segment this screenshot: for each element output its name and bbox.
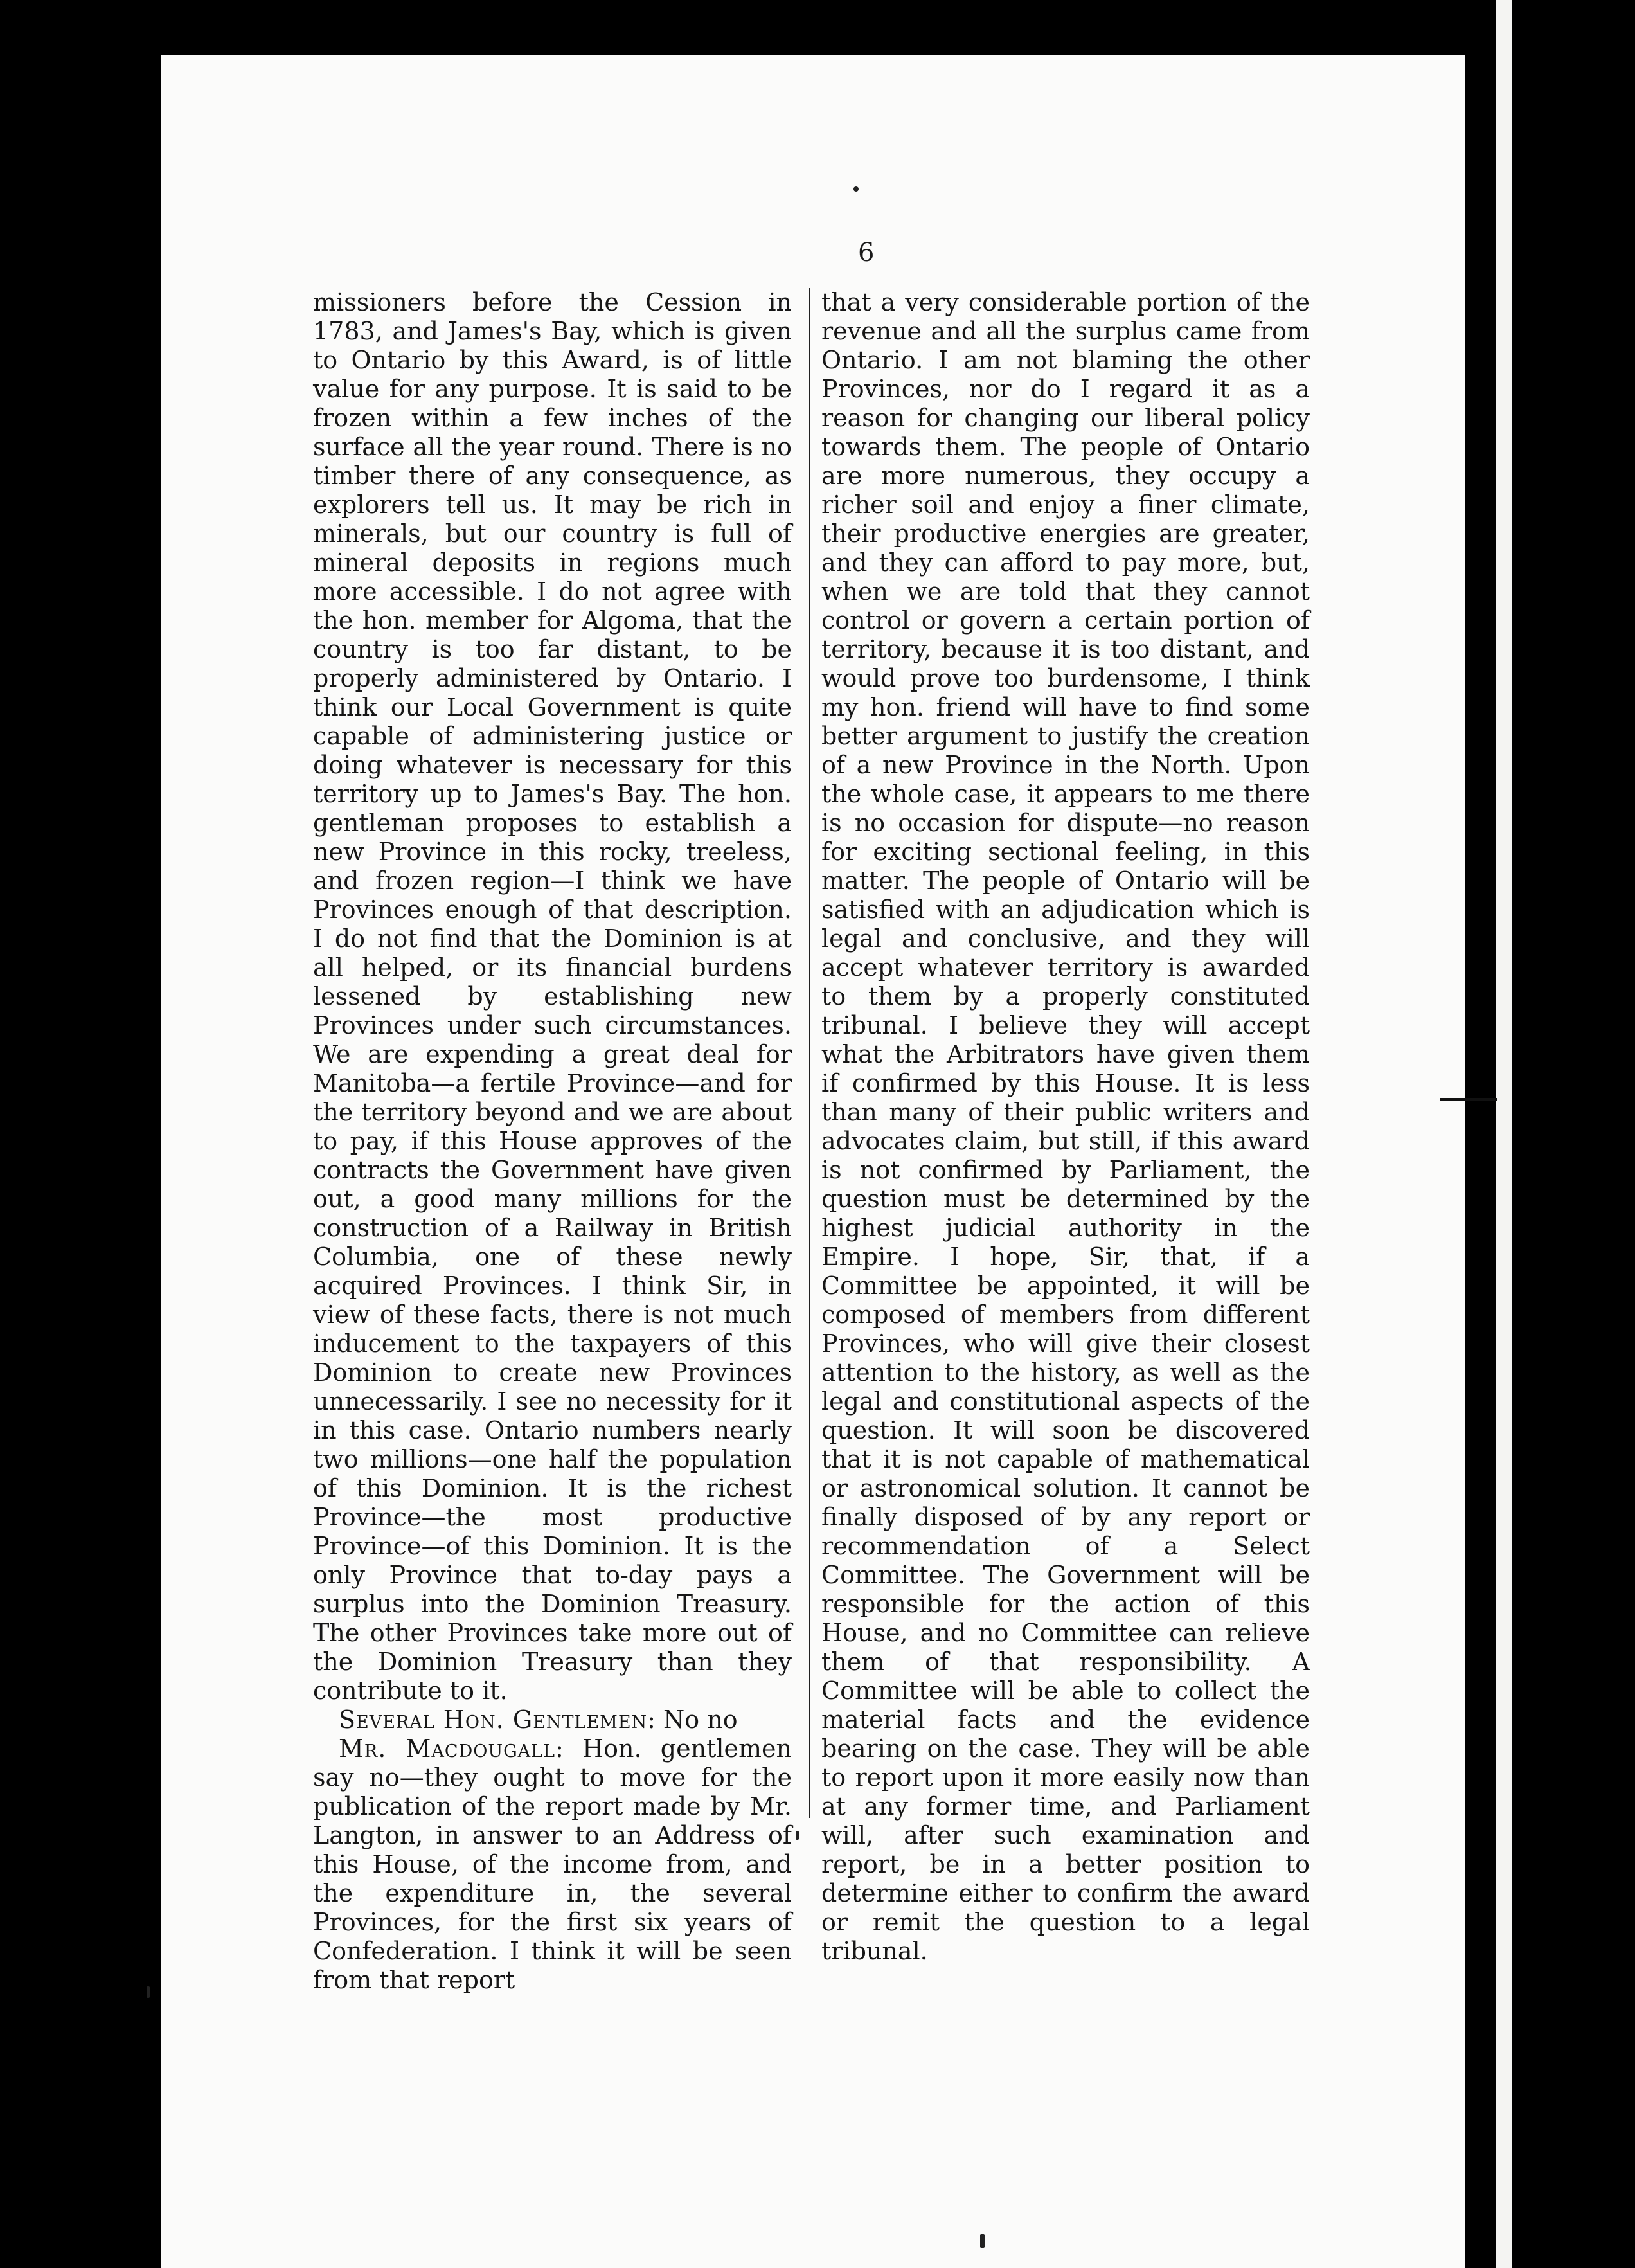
speaker-name: Mr. Macdougall [339, 1734, 556, 1763]
ink-speck [980, 2234, 985, 2248]
page-edge-dark [1465, 0, 1635, 2268]
page-edge-stripe [1496, 0, 1512, 2268]
interjection-text: : No no [647, 1706, 738, 1734]
left-paragraph-1: missioners before the Cession in 1783, and James's Bay, which is given to Ontario by this Award, is of little value for any purpose. It is said to be frozen within a few inches of the surface all the year round. There is no timber there of any consequence, as explorers tell us. It may be rich in minerals, but our country is full of mineral deposits in regions much more accessible. I do not agree with the hon. member for Algoma, that the country is too far distant, to be properly administered by Ontario. I think our Local Government is quite capable of administering justice or doing whatever is necessary for this territory up to James's Bay. The hon. gentleman proposes to establish a new Province in this rocky, treeless, and frozen region—I think we have Provinces enough of that description. I do not find that the Dominion is at all helped, or its financial burdens lessened by establishing new Provinces under such circumstances. We are expending a great deal for Manitoba—a fertile Province—and for the territory beyond and we are about to pay, if this House approves of the contracts the Government have given out, a good many millions for the construction of a Railway in British Columbia, one of these newly acquired Provinces. I think Sir, in view of these facts, there is not much inducement to the taxpayers of this Dominion to create new Provinces unnecessarily. I see no necessity for it in this case. Ontario numbers nearly two millions—one half the population of this Dominion. It is the richest Province—the most productive Province—of this Dominion. It is the only Province that to-day pays a surplus into the Dominion Treasury. The other Provinces take more out of the Dominion Treasury than they contribute to it. [313, 288, 792, 1705]
interjection-speaker: Several Hon. Gentlemen [339, 1706, 648, 1734]
interjection [313, 1706, 792, 1734]
column-rule [809, 288, 810, 1818]
left-column [313, 288, 792, 1995]
right-column [821, 288, 1310, 1966]
speech-text: : Hon. gentlemen say no—they ought to move for the publication of the report made by Mr. Langton, in answer to an Address of this House, of the income from, and the expenditure in, the several Provinces, for the first six years of Confederation. I think it will be seen from that report [313, 1734, 792, 1994]
margin-mark [1440, 1098, 1497, 1101]
ink-speck [853, 186, 859, 192]
left-paragraph-2 [313, 1734, 792, 1995]
page-number: 6 [858, 238, 875, 267]
right-paragraph-1: that a very considerable portion of the revenue and all the surplus came from Ontario. I am not blaming the other Provinces, nor do I regard it as a reason for changing our liberal policy towards them. The people of Ontario are more numerous, they occupy a richer soil and enjoy a finer climate, their productive energies are greater, and they can afford to pay more, but, when we are told that they cannot control or govern a certain portion of territory, because it is too distant, and would prove too burdensome, I think my hon. friend will have to find some better argument to justify the creation of a new Province in the North. Upon the whole case, it appears to me there is no occasion for dispute—no reason for exciting sectional feeling, in this matter. The people of Ontario will be satisfied with an adjudication which is legal and conclusive, and they will accept whatever territory is awarded to them by a properly constituted tribunal. I believe they will accept what the Arbitrators have given them if confirmed by this House. It is less than many of their public writers and advocates claim, but still, if this award is not confirmed by Parliament, the question must be determined by the highest judicial authority in the Empire. I hope, Sir, that, if a Committee be appointed, it will be composed of members from different Provinces, who will give their closest attention to the history, as well as the legal and constitutional aspects of the question. It will soon be discovered that it is not capable of mathematical or astronomical solution. It cannot be finally disposed of by any report or recommendation of a Select Committee. The Government will be responsible for the action of this House, and no Committee can relieve them of that responsibility. A Committee will be able to collect the material facts and the evidence bearing on the case. They will be able to report upon it more easily now than at any former time, and Parliament will, after such examination and report, be in a better position to determine either to confirm the award or remit the question to a legal tribunal. [821, 288, 1310, 1965]
ink-speck [147, 1986, 150, 1998]
ink-speck [796, 1831, 799, 1840]
